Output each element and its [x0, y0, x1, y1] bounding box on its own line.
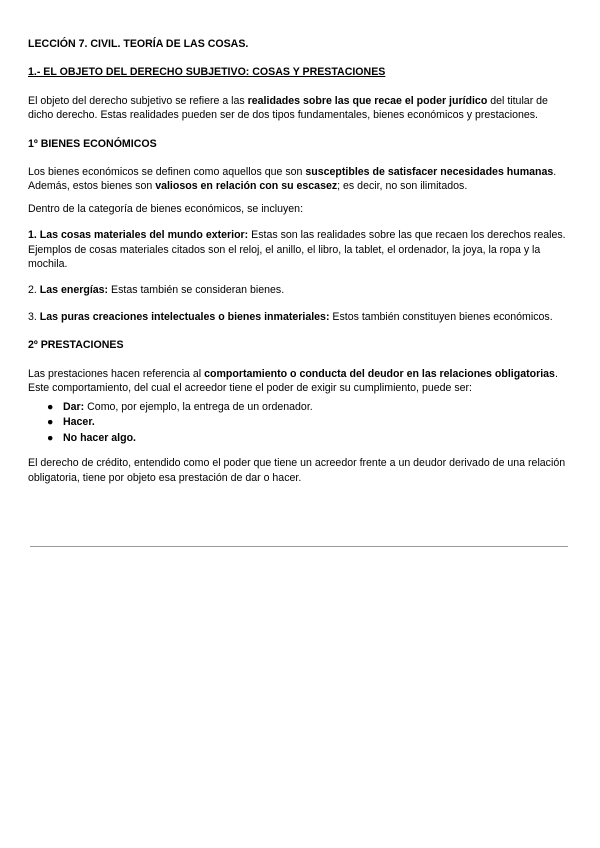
- item-number: 3.: [28, 310, 40, 323]
- bold-phrase: Dar:: [63, 400, 85, 413]
- bullet-icon: ●: [47, 400, 54, 413]
- bold-phrase: Las puras creaciones intelectuales o bienes inmateriales:: [39, 310, 330, 323]
- bold-phrase: realidades sobre las que recae el poder jurídico: [247, 94, 488, 107]
- paragraph-text: Estas también se consideran bienes.: [108, 284, 285, 297]
- bullet-item-no-hacer: [28, 431, 570, 447]
- paragraph-text: ; es decir, no son ilimitados.: [337, 180, 468, 193]
- list-item-cosas-materiales: [28, 228, 570, 271]
- item-number: 2.: [28, 284, 40, 297]
- paragraph-text: Los bienes económicos se definen como aquellos que son: [28, 166, 306, 179]
- paragraph-categoria: Dentro de la categoría de bienes económicos, se incluyen:: [28, 202, 304, 215]
- bullet-icon: ●: [47, 431, 54, 444]
- list-item-energias: [28, 283, 570, 297]
- document-title: LECCIÓN 7. CIVIL. TEORÍA DE LAS COSAS.: [28, 38, 249, 50]
- subsection-prestaciones-heading: 2º PRESTACIONES: [28, 339, 124, 352]
- bold-phrase: comportamiento o conducta del deudor en las relaciones obligatorias: [204, 367, 555, 380]
- bold-phrase: 1. Las cosas materiales del mundo exterior:: [28, 229, 249, 242]
- paragraph-text: Las prestaciones hacen referencia al: [28, 367, 205, 380]
- section-1-heading: 1.- EL OBJETO DEL DERECHO SUBJETIVO: COSAS Y PRESTACIONES: [28, 66, 386, 79]
- bullet-icon: ●: [47, 416, 54, 429]
- paragraph-objeto: [28, 94, 570, 123]
- list-item-creaciones-intelectuales: [28, 310, 570, 324]
- paragraph-text: . Además, estos bienes son: [28, 166, 557, 193]
- subsection-bienes-heading: 1º BIENES ECONÓMICOS: [28, 137, 157, 150]
- paragraph-text: Estos también constituyen bienes económicos.: [329, 310, 553, 323]
- bullet-item-dar: [28, 400, 570, 416]
- bullet-list: [28, 400, 570, 447]
- bold-phrase: Hacer.: [63, 416, 95, 429]
- paragraph-text: . Este comportamiento, del cual el acreedor tiene el poder de exigir su cumplimiento, puede ser:: [28, 367, 558, 395]
- paragraph-text: Estas son las realidades sobre las que recaen los derechos reales. Ejemplos de cosas materiales citados son el reloj, el anillo, el libro, la tablet, el ordenador, la joya, la ropa y la mochila.: [28, 229, 566, 271]
- document-page: [28, 37, 570, 485]
- paragraph-text: El objeto del derecho subjetivo se refiere a las: [28, 94, 248, 107]
- horizontal-rule: [30, 546, 568, 547]
- paragraph-derecho-credito: El derecho de crédito, entendido como el poder que tiene un acreedor frente a un deudor derivado de una relación obligatoria, tiene por objeto esa prestación de dar o hacer.: [28, 457, 566, 484]
- paragraph-prestaciones: [28, 367, 570, 396]
- bullet-item-hacer: [28, 415, 570, 431]
- paragraph-text: del titular de dicho derecho. Estas realidades pueden ser de dos tipos fundamentales, bienes económicos y prestaciones.: [28, 94, 548, 122]
- paragraph-text: Como, por ejemplo, la entrega de un ordenador.: [84, 400, 313, 413]
- paragraph-bienes-definicion: [28, 165, 570, 194]
- bold-phrase: Las energías:: [39, 284, 109, 297]
- bold-phrase: susceptibles de satisfacer necesidades humanas: [305, 166, 554, 179]
- bold-phrase: valiosos en relación con su escasez: [155, 180, 338, 193]
- bold-phrase: No hacer algo.: [63, 431, 136, 444]
